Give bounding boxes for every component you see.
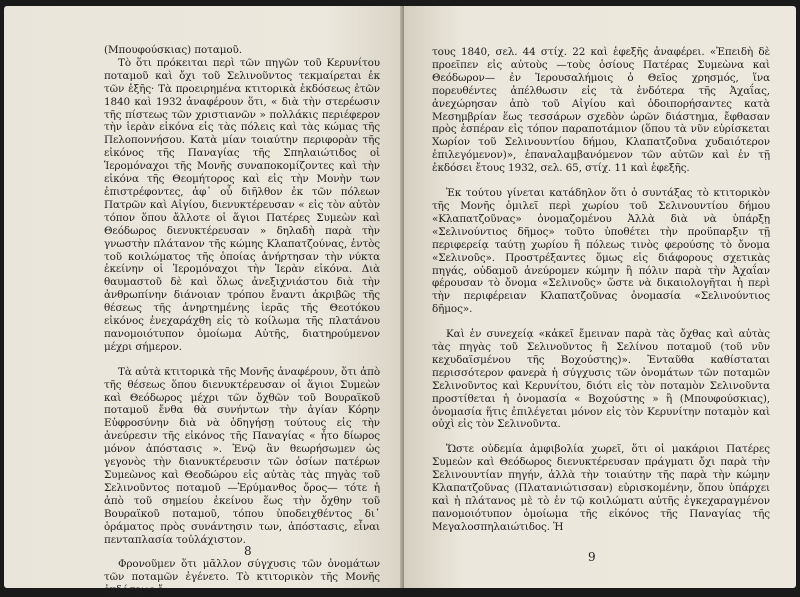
right-page-number: 9 [588,550,596,564]
right-paragraph-2: Ἐκ τούτου γίνεται κατάδηλον ὅτι ὁ συντάξας τὸ κτιτορικὸν τῆς Μονῆς ὁμιλεῖ περὶ χωρίου τοῦ Σελινουντίου δήμου «Κλαπατζοῦνας» ὀνομαζομένου Ἀλλὰ διὰ νὰ ὑπάρξῃ «Σελινούντιος δῆμος» τοῦτο ὑποθέτει τὴν προϋπαρξιν τῇ περιφερείᾳ ταύτῃ χωρίου ἢ πόλεως τινὸς φερούσης τὸ ὄνομα «Σελινοῦς». Προστρέξαντες ὅμως εἰς διάφορους σχετικὰς πηγάς, οὐδαμοῦ ἀνεύρομεν κώμην ἢ πόλιν παρὰ τὴν Ἀχαΐαν φέρουσαν τὸ ὄνομα «Σελινοῦς» ὥστε νὰ δικαιολογῆται ἡ περὶ τὴν περιφέρειαν Κλαπατζοῦνας ὀνομασία «Σελινούντιος δῆμος». [432,187,770,316]
left-paragraph-2: Τὸ ὅτι πρόκειται περὶ τῶν πηγῶν τοῦ Κερυνίτου ποταμοῦ καὶ ὄχι τοῦ Σελινοῦντος τεκμαίρεται ἐκ τῶν ἑξῆς· Τὰ προειρημένα κτιτορικὰ ἐκδόσεως ἐτῶν 1840 καὶ 1932 ἀναφέρουν ὅτι, « διὰ τὴν στερέωσιν τῆς πίστεως τῶν χριστιανῶν » πολλάκις περιέφερον τὴν ἱερὰν εἰκόνα εἰς τὰς πόλεις καὶ τὰς κώμας τῆς Πελοποννήσου. Κατὰ μίαν τοιαύτην περιφορὰν τῆς εἰκόνος τῆς Παναγίας τῆς Σπηλαιώτιδος οἱ Ἱερομόναχοι τῆς Μονῆς συναποκομίζοντες καὶ τὴν εἰκόνα τῆς Θεομήτορος καὶ εἰς τὴν Μονὴν των ἐπιστρέφοντες, ἀφ᾽ οὗ διῆλθον ἐκ τῶν πόλεων Πατρῶν καὶ Αἰγίου, διενυκτέρευσαν « εἰς τὸν αὐτὸν τόπον ὅπου ἄλλοτε οἱ ἅγιοι Πατέρες Συμεὼν καὶ Θεόδωρος διενυκτέρευσαν » δηλαδὴ παρὰ τὴν γνωστὴν πλάτανον τῆς κώμης Κλαπατζούνας, ἐντὸς τοῦ κοιλώματος τῆς ὁποίας ἀνήρτησαν τὴν νύκτα ἐκείνην οἱ Ἱερομόναχοι τὴν Ἱερὰν εἰκόνα. Διὰ θαυμαστοῦ δὲ καὶ ὅλως ἀνεξιχνιάστου διὰ τὴν ἀνθρωπίνην διάνοιαν τρόπου ἔναντι ἀκριβῶς τῆς θέσεως τῆς ἀνηρτημένης ἱερᾶς τῆς Θεοτόκου εἰκόνος ἐνεχαράχθη εἰς τὸ κοίλωμα τῆς πλατάνου πανομοιότυπον ὁμοίωμα Αὐτῆς, διατηρούμενον μέχρι σήμερον. [104,56,380,353]
right-paragraph-1: τους 1840, σελ. 44 στίχ. 22 καὶ ἑφεξῆς ἀναφέρει. «Ἐπειδὴ δὲ προεῖπεν εἰς αὐτοὺς —τοὺς ὁσίους Πατέρας Συμεὼνα καὶ Θεόδωρον— ἐν Ἱερουσαλήμοις ὁ Θεῖος χρησμός, ἵνα πορευθέντες ἀπέλθωσιν εἰς τὰ ἐνδότερα τῆς Ἀχαΐας, ἀνεχώρησαν ἀπὸ τοῦ Αἰγίου καὶ ὁδοιπορήσαντες κατὰ Μεσημβρίαν ἕως τεσσάρων σχεδὸν ὡρῶν διάστημα, ἔφθασαν πρὸς ἑσπέραν εἰς τόπον παραποτάμιον (ὅπου τὰ νῦν εὑρίσκεται Χωρίον τοῦ Σελινουντίου δήμου, Κλαπατζοῦνα χυδαιότερον ἐπιλεγόμενον)», ἐπαναλαμβανόμενον τῶν αὐτῶν καὶ ἐν τῇ ἐκδόσει ἔτους 1932, σελ. 65, στίχ. 11 καὶ ἑφεξῆς. [432,46,770,175]
left-paragraph-4: Φρονοῦμεν ὅτι μᾶλλον σύγχυσις τῶν ὀνομάτων τῶν ποταμῶν ἐγένετο. Τὸ κτιτορικὸν τῆς Μονῆς ἐκδόσεως ἔ- [104,558,380,597]
left-paragraph-3: Τὰ αὐτὰ κτιτορικὰ τῆς Μονῆς ἀναφέρουν, ὅτι ἀπὸ τῆς θέσεως ὅπου διενυκτέρευσαν οἱ ἅγιοι Συμεὼν καὶ Θεόδωρος μέχρι τῶν ὄχθῶν τοῦ Βουραϊκοῦ ποταμοῦ ἔνθα θὰ συνήντων τὴν ἁγίαν Κόρην Εὐφροσύνην διὰ νὰ ὁδηγήσῃ τούτους εἰς τὴν ἀνεύρεσιν τῆς εἰκόνος τῆς Παναγίας « ἦτο δίωρος μόνον ἀπόστασις ». Ἐνῷ ἂν θεωρήσωμεν ὡς γεγονὸς τὴν διανυκτέρευσιν τῶν ὁσίων πατέρων Συμεὼνος καὶ Θεοδώρου εἰς αὐτὰς τὰς πηγὰς τοῦ Σελινοῦντος ποταμοῦ —Ἐρύμανθος ὄρος— τότε ἡ ἀπὸ τοῦ σημείου ἐκείνου ἕως τὴν ὄχθην τοῦ Βουραϊκοῦ ποταμοῦ, τόπου ὑποδειχθέντος δι᾽ ὁράματος πρὸς συνάντησιν των, ἀπόστασις, εἶναι πενταπλασία τοὐλάχιστον. [104,365,380,546]
right-page-text [432,46,770,534]
left-page-text [104,44,380,597]
left-page [4,6,404,597]
right-paragraph-4: Ὥστε οὐδεμία ἀμφιβολία χωρεῖ, ὅτι οἱ μακάριοι Πατέρες Συμεὼν καὶ Θεόδωρος διενυκτέρευσαν πράγματι ὄχι παρὰ τὴν Σελινουντίαν πηγήν, ἀλλὰ τὴν τοιαύτην τῆς παρὰ τὴν κώμην Κλαπατζοῦνας (Πλατανιώτισσαν) εὑρισκομένην, ὅπου ὑπάρχει καὶ ἡ πλάτανος μὲ τὸ ἐν τῷ κοιλώματι αὐτῆς ἐγκεχαραγμένον πανομοιότυπον ὁμοίωμα τῆς εἰκόνος τῆς Παναγίας τῆς Μεγαλοσπηλαιώτιδος. Ἡ [432,443,770,533]
right-paragraph-3: Καὶ ἐν συνεχείᾳ «κἀκεῖ ἔμειναν παρὰ τὰς ὄχθας καὶ αὐτὰς τὰς πηγὰς τοῦ Σελινοῦντος ἢ Σελίνου ποταμοῦ (τοῦ νῦν κεχυδαϊσμένου τῆς Βοχούστης)». Ἐνταῦθα καθίσταται περισσότερον φανερὰ ἡ σύγχυσις τῶν ὀνομάτων τῶν ποταμῶν Σελινοῦντος καὶ Κερυνίτου, διότι εἰς τὸν ποταμὸν Σελινοῦντα προστίθεται ἡ ὀνομασία « Βοχούστης » ἢ (Μπουφούσκιας), ὀνομασία ἥτις ἐπιλέγεται μόνον εἰς τὸν Κερυνίτην ποταμὸν καὶ οὐχὶ εἰς τὸν Σελινοῦντα. [432,328,770,431]
left-page-number: 8 [244,544,252,558]
left-paragraph-1: (Μπουφούσκιας) ποταμοῦ. [104,44,242,56]
right-page [404,6,796,588]
